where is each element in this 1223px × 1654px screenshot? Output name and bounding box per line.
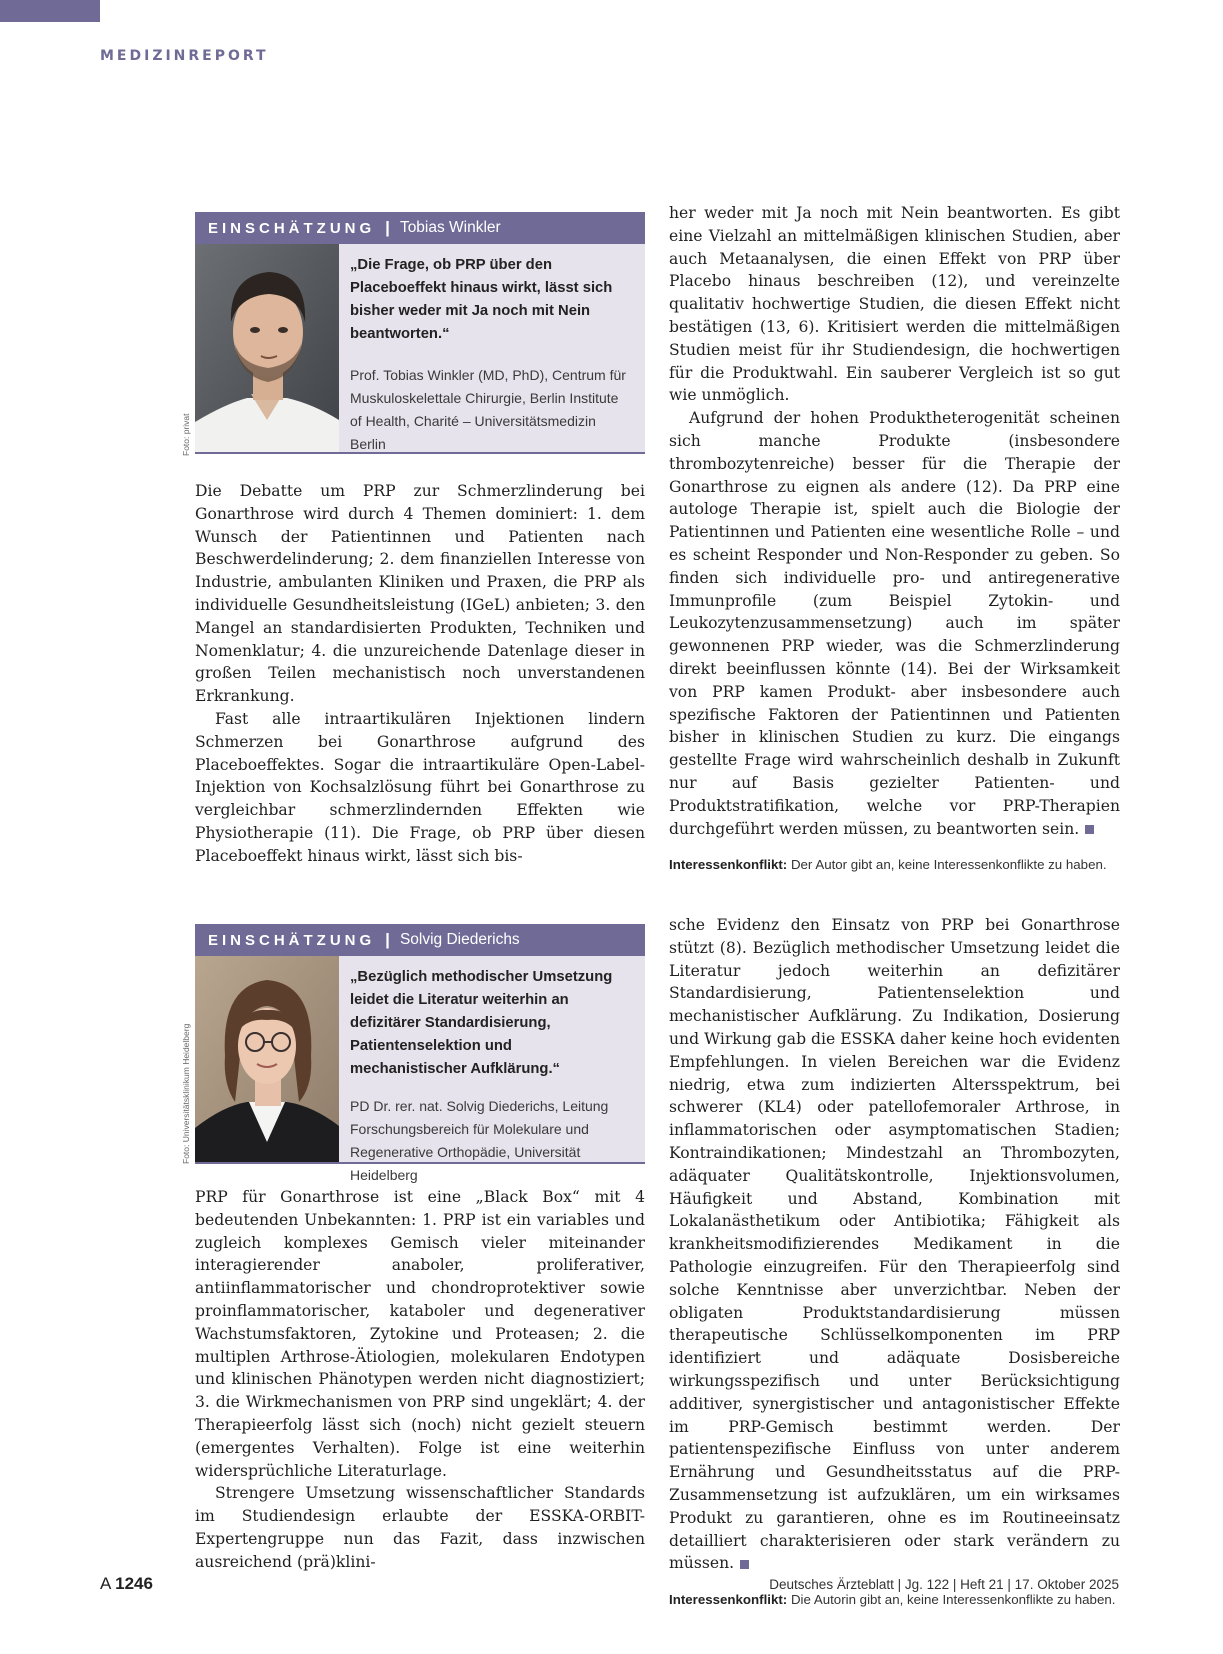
article-body-left xyxy=(195,1186,645,1574)
paragraph: Aufgrund der hohen Produktheterogenität scheinen sich manche Produkte (insbesondere thrombozytenreiche) besser für die Therapie der Gonarthrose zu eignen als andere (12). Da PRP eine autologe Therapie ist, spielt auch die Biologie der Patientinnen und Patienten eine wesentliche Rolle – und es scheint Responder und Non-Responder zu geben. So finden sich individuelle pro- und antiregenerative Immunprofile (zum Beispiel Zytokin- und Leukozytenzusammensetzung) auch im später gewonnenen PRP wieder, was die Schmerzlinderung direkt beeinflussen könnte (14). Bei der Wirksamkeit von PRP kamen Produkt- aber insbesondere auch spezifische Faktoren der Patientinnen und Patienten bisher in klinischen Studien zu kurz. Die eingangs gestellte Frage wird wahrscheinlich deshalb in Zukunft nur auf Basis gezielter Patienten- und Produktstratifikation, welche vor PRP-Therapien durchgeführt werden müssen, zu beantworten sein. xyxy=(669,409,1120,838)
opinion-box xyxy=(195,956,645,1183)
conflict-of-interest xyxy=(669,856,1120,874)
photo-credit: Foto: Universitätsklinikum Heidelberg xyxy=(181,1023,191,1164)
portrait-image xyxy=(195,244,339,452)
coi-label: Interessenkonflikt: xyxy=(669,857,788,873)
paragraph-with-end-mark xyxy=(669,914,1120,1575)
paragraph: PRP für Gonarthrose ist eine „Black Box“ mit 4 bedeutenden Unbekannten: 1. PRP ist ein variables und zugleich komplexes Gemisch vieler miteinander interagierender anaboler, proliferativer, antiinflammatorischer und chondroprotektiver sowie proinflammatorischer, kataboler und degenerativer Wachstumsfaktoren, Zytokine und Proteasen; 2. die multiplen Arthrose-Ätiologien, molekularen Endotypen und klinischen Phänotypen werden nicht diagnostiziert; 3. die Wirkmechanismen von PRP sind ungeklärt; 4. der Therapieerfolg lässt sich (noch) nicht gezielt steuern (emergentes Verhalten). Folge ist eine weiterhin widersprüchliche Literaturlage. xyxy=(195,1188,645,1480)
author-attribution: Prof. Tobias Winkler (MD, PhD), Centrum für Muskuloskelettale Chirurgie, Berlin Institute of Health, Charité – Universitätsmedizin Berlin xyxy=(350,367,626,452)
opinion-box-header xyxy=(195,212,645,244)
pull-quote: „Die Frage, ob PRP über den Placeboeffekt hinaus wirkt, lässt sich bisher weder mit Ja noch mit Nein beantworten.“ xyxy=(350,257,613,342)
journal-info: Deutsches Ärzteblatt | Jg. 122 | Heft 21 | 17. Oktober 2025 xyxy=(769,1577,1119,1592)
author-attribution: PD Dr. rer. nat. Solvig Diederichs, Leitung Forschungsbereich für Molekulare und Regenerative Orthopädie, Universität Heidelberg xyxy=(350,1098,609,1183)
photo-credit: Foto: privat xyxy=(181,413,191,456)
end-mark xyxy=(740,1560,749,1569)
coi-text: Die Autorin gibt an, keine Interessenkonflikte zu haben. xyxy=(790,1592,1116,1608)
coi-label: Interessenkonflikt: xyxy=(669,1592,788,1608)
left-column xyxy=(195,212,645,868)
corner-tab xyxy=(0,0,100,22)
opinion-box-text xyxy=(350,956,645,1187)
article-body-left xyxy=(195,480,645,868)
right-column xyxy=(669,202,1120,874)
paragraph: Die Debatte um PRP zur Schmerzlinderung bei Gonarthrose wird durch 4 Themen dominiert: 1. dem Wunsch der Patientinnen und Patienten nach Beschwerdelinderung; 2. dem finanziellen Interesse von Industrie, ambulanten Kliniken und Praxen, die PRP als individuelle Gesundheitsleistung (IGeL) anbieten; 3. den Mangel an standardisierten Produkten, Techniken und Nomenklatur; 4. die unzureichende Datenlage dieser in großen Teilen mechanistisch noch unverstandenen Erkrankung. xyxy=(195,482,645,706)
box-separator: | xyxy=(385,930,390,949)
paragraph: her weder mit Ja noch mit Nein beantworten. Es gibt eine Vielzahl an mittelmäßigen klinischen Studien, aber auch Metaanalysen, die einen Effekt von PRP über Placebo hinaus beschreiben (12), und vereinzelte qualitativ hochwertige Studien, die diesen Effekt nicht bestätigen (13, 6). Kritisiert werden die mittelmäßigen Studien meist für ihr Studiendesign, die hochwertigen für die Produktwahl. Ein sauberer Vergleich ist so gut wie unmöglich. xyxy=(669,204,1120,405)
pull-quote: „Bezüglich methodischer Umsetzung leidet die Literatur weiterhin an defizitärer Standardisierung, Patientenselektion und mechanistischer Aufklärung.“ xyxy=(350,969,613,1077)
conflict-of-interest xyxy=(669,1591,1120,1609)
section-label: MEDIZINREPORT xyxy=(100,48,269,64)
box-author-name: Solvig Diederichs xyxy=(399,931,520,948)
paragraph: sche Evidenz den Einsatz von PRP bei Gonarthrose stützt (8). Bezüglich methodischer Umsetzung leidet die Literatur jedoch weiterhin an defizitärer Standardisierung, Patientenselektion und mechanistischer Aufklärung. Zu Indikation, Dosierung und Wirkung gab die ESSKA daher keine hoch evidenten Empfehlungen. In vielen Bereichen war die Evidenz niedrig, etwa zum indizierten Altersspektrum, bei schwerer (KL4) oder patellofemoraler Arthrose, in inflammatorischen oder asymptomatischen Stadien; Kontraindikationen; Mindestzahl an Thrombozyten, adäquater Qualitätskontrolle, Injektionsvolumen, Häufigkeit und Abstand, Kombination mit Lokalanästhetikum oder Antibiotika; Fähigkeit als krankheitsmodifizierendes Medikament in die Pathologie einzugreifen. Für den Therapieerfolg sind solche Kenntnisse aber unverzichtbar. Neben der obligaten Produktstandardisierung müssen therapeutische Schlüsselkomponenten im PRP identifiziert und adäquate Dosisbereiche wirkungsspezifisch und unter Berücksichtigung additiver, synergistischer und antagonistischer Effekte im PRP-Gemisch bestimmt werden. Der patientenspezifische Einfluss von unter anderem Ernährung und Gesundheitsstatus auf die PRP-Zusammensetzung ist aufzuklären, um ein wirksames Produkt zu garantieren, ohne es im Routineeinsatz detailliert charakterisieren oder stark verändern zu müssen. xyxy=(669,916,1120,1573)
end-mark xyxy=(1085,825,1094,834)
article-body-right xyxy=(669,914,1120,1575)
coi-text: Der Autor gibt an, keine Interessenkonflikte zu haben. xyxy=(790,857,1107,873)
paragraph: Strengere Umsetzung wissenschaftlicher Standards im Studiendesign erlaubte der ESSKA-ORBIT-Expertengruppe nun das Fazit, dass inzwischen ausreichend (prä)klini- xyxy=(195,1484,645,1571)
paragraph: Fast alle intraartikulären Injektionen lindern Schmerzen bei Gonarthrose aufgrund des Placeboeffektes. Sogar die intraartikuläre Open-Label-Injektion von Kochsalzlösung führt bei Gonarthrose zu vergleichbar schmerzlindernden Effekten wie Physiotherapie (11). Die Frage, ob PRP über diesen Placeboeffekt hinaus wirkt, lässt sich bis- xyxy=(195,709,645,865)
page-number xyxy=(100,1574,153,1594)
opinion-box-header xyxy=(195,924,645,956)
box-author-name: Tobias Winkler xyxy=(399,219,501,236)
right-column xyxy=(669,914,1120,1609)
opinion-box xyxy=(195,244,645,454)
author-photo xyxy=(195,956,339,1162)
box-separator: | xyxy=(385,218,390,237)
box-kicker: EINSCHÄTZUNG xyxy=(208,931,376,949)
author-photo xyxy=(195,244,339,452)
left-column xyxy=(195,924,645,1574)
opinion-box-text xyxy=(350,244,645,456)
paragraph-with-end-mark xyxy=(669,407,1120,840)
article-body-right xyxy=(669,202,1120,840)
portrait-image xyxy=(195,956,339,1162)
page-number-value: 1246 xyxy=(115,1574,153,1593)
box-kicker: EINSCHÄTZUNG xyxy=(208,219,376,237)
page-prefix: A xyxy=(100,1574,111,1593)
